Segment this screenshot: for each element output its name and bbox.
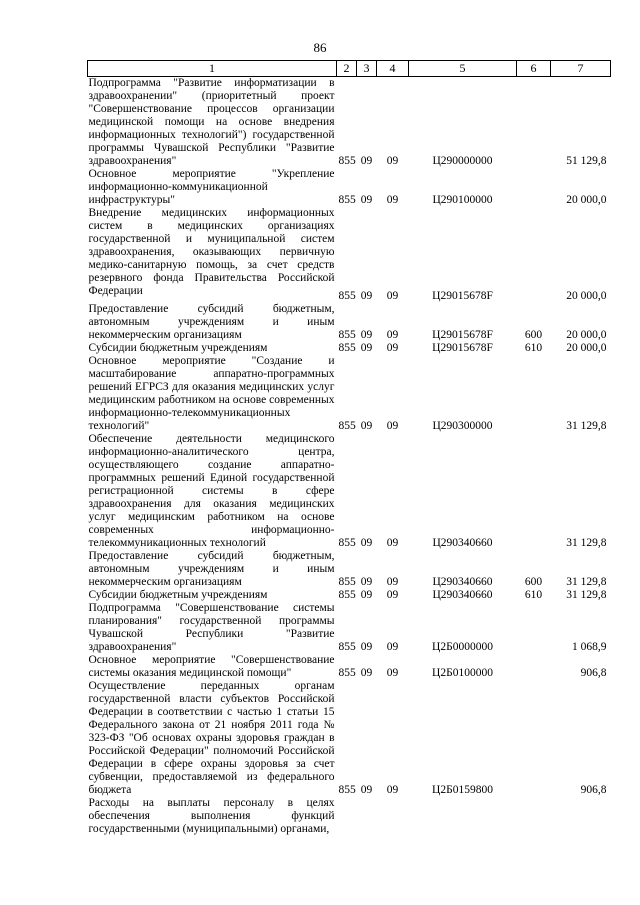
cell-target-article: Ц290300000 xyxy=(432,420,493,432)
cell-subsection: 09 xyxy=(386,194,399,206)
cell-target-article: Ц290100000 xyxy=(432,194,493,206)
cell-ministry: 855 xyxy=(338,641,356,653)
cell-subsection: 09 xyxy=(386,576,399,588)
cell-amount: 31 129,8 xyxy=(566,537,607,549)
table-row xyxy=(88,654,611,680)
table-row xyxy=(88,433,611,550)
table-row xyxy=(88,602,611,654)
cell-expense-type xyxy=(517,602,551,654)
row-description: Осуществление переданных органам государственной власти субъектов Российской Федерации в соответствии с частью 1 статьи 15 Федерального закона от 21 ноября 2011 года № 323-ФЗ "Об основах охраны здоровья граждан в Российской Федерации" полномочий Российской Федерации в сфере охраны здоровья за счет субвенции, предоставляемой из федерального бюджета xyxy=(88,680,335,796)
cell-expense-type xyxy=(517,168,551,207)
col-header: 6 xyxy=(517,61,551,77)
cell-target-article xyxy=(409,797,517,836)
row-description: Обеспечение деятельности медицинского информационно-аналитического центра, осуществляющего создание аппаратно-программных решений Единой государственной регистрационной системы в сфере здравоохранения для оказания медицинских услуг медицинским работником на основе современных информационно-телекоммуникационных технологий xyxy=(88,433,335,549)
col-header: 3 xyxy=(357,61,377,77)
header-row xyxy=(88,61,611,77)
cell-section: 09 xyxy=(360,576,373,588)
cell-amount: 31 129,8 xyxy=(566,576,607,588)
row-description: Предоставление субсидий бюджетным, автономным учреждениям и иным некоммерческим организациям xyxy=(88,550,335,588)
cell-ministry xyxy=(337,797,357,836)
cell-ministry: 855 xyxy=(338,155,356,167)
cell-expense-type: 610 xyxy=(524,589,543,601)
col-header: 5 xyxy=(409,61,517,77)
cell-ministry: 855 xyxy=(338,194,356,206)
cell-section: 09 xyxy=(360,667,373,679)
cell-subsection: 09 xyxy=(386,589,399,601)
page-number: 86 xyxy=(313,40,327,55)
cell-expense-type: 600 xyxy=(524,329,543,341)
table-row xyxy=(88,168,611,207)
cell-subsection: 09 xyxy=(386,290,399,302)
cell-target-article: Ц29015678F xyxy=(432,290,493,302)
cell-expense-type: 600 xyxy=(524,576,543,588)
cell-section: 09 xyxy=(360,420,373,432)
cell-ministry: 855 xyxy=(338,784,356,796)
table-row xyxy=(88,303,611,342)
cell-target-article: Ц290000000 xyxy=(432,155,493,167)
cell-section: 09 xyxy=(360,194,373,206)
cell-subsection: 09 xyxy=(386,537,399,549)
cell-amount: 51 129,8 xyxy=(566,155,607,167)
cell-section xyxy=(357,797,377,836)
cell-amount: 906,8 xyxy=(580,667,607,679)
cell-section: 09 xyxy=(360,290,373,302)
cell-expense-type xyxy=(517,433,551,550)
cell-target-article: Ц29015678F xyxy=(432,329,493,341)
cell-expense-type xyxy=(517,654,551,680)
cell-subsection: 09 xyxy=(386,667,399,679)
budget-table xyxy=(87,60,611,836)
cell-section: 09 xyxy=(360,641,373,653)
table-row xyxy=(88,797,611,836)
cell-section: 09 xyxy=(360,537,373,549)
row-description: Расходы на выплаты персоналу в целях обеспечения выполнения функций государственными (муниципальными) органами, xyxy=(88,797,335,835)
cell-subsection: 09 xyxy=(386,420,399,432)
cell-expense-type xyxy=(517,207,551,303)
cell-subsection: 09 xyxy=(386,342,399,354)
cell-amount: 31 129,8 xyxy=(566,589,607,601)
cell-amount: 31 129,8 xyxy=(566,420,607,432)
cell-section: 09 xyxy=(360,589,373,601)
cell-target-article: Ц2Б0000000 xyxy=(432,641,493,653)
cell-subsection: 09 xyxy=(386,155,399,167)
cell-section: 09 xyxy=(360,342,373,354)
cell-ministry: 855 xyxy=(338,667,356,679)
row-description: Субсидии бюджетным учреждениям xyxy=(88,589,268,601)
row-description: Основное мероприятие "Совершенствование системы оказания медицинской помощи" xyxy=(88,654,335,679)
cell-ministry: 855 xyxy=(338,342,356,354)
row-description: Субсидии бюджетным учреждениям xyxy=(88,342,268,354)
table-row xyxy=(88,680,611,797)
col-header: 4 xyxy=(377,61,409,77)
cell-ministry: 855 xyxy=(338,329,356,341)
cell-expense-type xyxy=(517,77,551,169)
col-header: 1 xyxy=(88,61,337,77)
row-description: Основное мероприятие "Укрепление информационно-коммуникационной инфраструктуры" xyxy=(88,168,335,206)
table-row xyxy=(88,589,611,602)
table-row xyxy=(88,550,611,589)
cell-expense-type xyxy=(517,797,551,836)
cell-subsection: 09 xyxy=(386,784,399,796)
table-row xyxy=(88,77,611,169)
table-row xyxy=(88,342,611,355)
cell-target-article: Ц290340660 xyxy=(432,537,493,549)
cell-ministry: 855 xyxy=(338,576,356,588)
cell-subsection: 09 xyxy=(386,329,399,341)
cell-section: 09 xyxy=(360,155,373,167)
cell-target-article: Ц290340660 xyxy=(432,589,493,601)
cell-amount: 20 000,0 xyxy=(566,290,607,302)
cell-ministry: 855 xyxy=(338,420,356,432)
cell-amount: 20 000,0 xyxy=(566,342,607,354)
cell-target-article: Ц29015678F xyxy=(432,342,493,354)
cell-amount: 20 000,0 xyxy=(566,194,607,206)
cell-target-article: Ц2Б0100000 xyxy=(432,667,493,679)
row-description: Подпрограмма "Совершенствование системы планирования" государственной программы Чувашской Республики "Развитие здравоохранения" xyxy=(88,602,335,653)
cell-expense-type xyxy=(517,680,551,797)
row-description: Основное мероприятие "Создание и масштабирование аппаратно-программных решений ЕГРСЗ для оказания медицинских услуг медицинским работником на основе современных информационно-телекоммуникационных технологий" xyxy=(88,355,335,432)
cell-amount: 906,8 xyxy=(580,784,607,796)
cell-amount: 1 068,9 xyxy=(572,641,607,653)
cell-target-article: Ц290340660 xyxy=(432,576,493,588)
cell-section: 09 xyxy=(360,784,373,796)
cell-subsection xyxy=(377,797,409,836)
cell-ministry: 855 xyxy=(338,589,356,601)
cell-amount xyxy=(551,797,611,836)
table-row xyxy=(88,207,611,303)
row-description: Внедрение медицинских информационных систем в медицинских организациях государственной и муниципальной систем здравоохранения, оказывающих первичную медико-санитарную помощь, за счет средств резервного фонда Правительства Российской Федерации xyxy=(88,207,335,297)
table-row xyxy=(88,355,611,433)
cell-expense-type xyxy=(517,355,551,433)
col-header: 2 xyxy=(337,61,357,77)
cell-subsection: 09 xyxy=(386,641,399,653)
row-description: Подпрограмма "Развитие информатизации в здравоохранении" (приоритетный проект "Совершенствование процессов организации медицинской помощи на основе внедрения информационных технологий") государственной программы Чувашской Республики "Развитие здравоохранения" xyxy=(88,77,335,167)
row-description: Предоставление субсидий бюджетным, автономным учреждениям и иным некоммерческим организациям xyxy=(88,303,335,341)
cell-section: 09 xyxy=(360,329,373,341)
cell-amount: 20 000,0 xyxy=(566,329,607,341)
cell-ministry: 855 xyxy=(338,537,356,549)
cell-target-article: Ц2Б0159800 xyxy=(432,784,493,796)
cell-ministry: 855 xyxy=(338,290,356,302)
cell-expense-type: 610 xyxy=(524,342,543,354)
col-header: 7 xyxy=(551,61,611,77)
